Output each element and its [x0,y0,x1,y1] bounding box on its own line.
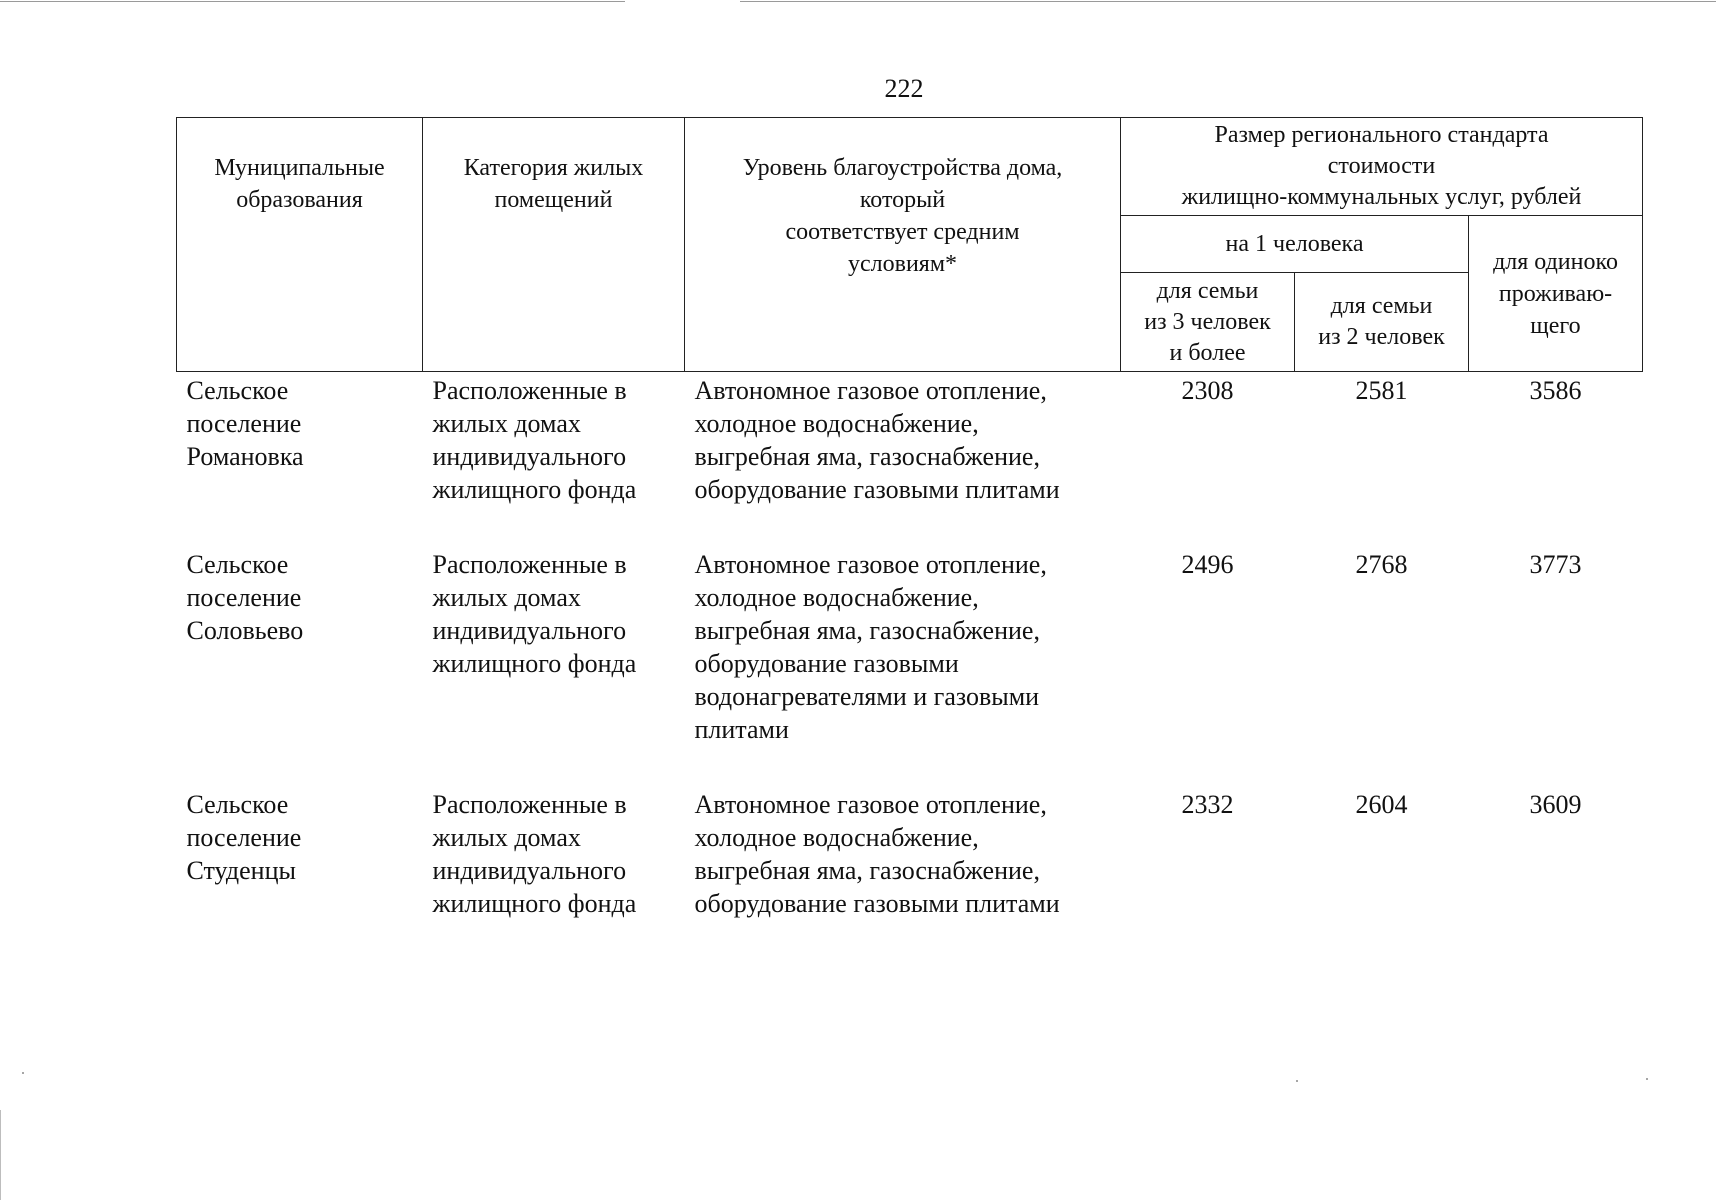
housing-standard-table [176,117,1643,960]
cell-family-2: 2604 [1355,790,1408,819]
header-single-resident: для одиноко проживаю- щего [1469,216,1643,372]
cell-single: 3773 [1529,550,1582,579]
cell-improvement: Автономное газовое отопление, холодное водоснабжение, выгребная яма, газоснабжение, оборудование газовыми плитами [694,790,1060,918]
header-family-2: для семьи из 2 человек [1295,273,1469,372]
table-row [177,786,1643,960]
table-row [177,546,1643,786]
cell-category: Расположенные в жилых домах индивидуального жилищного фонда [432,790,637,918]
header-regional-standard: Размер регионального стандарта стоимости жилищно-коммунальных услуг, рублей [1121,118,1643,216]
header-improvement-level: Уровень благоустройства дома, который соответствует средним условиям* [685,118,1121,372]
table-row [177,372,1643,547]
cell-municipality: Сельское поселение Романовка [186,376,304,471]
cell-family-3: 2332 [1181,790,1234,819]
cell-municipality: Сельское поселение Студенцы [186,790,302,885]
page-number: 222 [884,74,924,103]
scan-speck [1646,1078,1648,1080]
cell-family-3: 2308 [1181,376,1234,405]
header-municipality: Муниципальные образования [177,118,423,372]
cell-improvement: Автономное газовое отопление, холодное водоснабжение, выгребная яма, газоснабжение, оборудование газовыми водонагревателями и газовыми плитами [694,550,1047,744]
cell-municipality: Сельское поселение Соловьево [186,550,304,645]
header-family-3: для семьи из 3 человек и более [1121,273,1295,372]
scan-speck [22,1072,24,1074]
cell-category: Расположенные в жилых домах индивидуального жилищного фонда [432,550,637,678]
scan-edge-line [740,1,1716,2]
cell-category: Расположенные в жилых домах индивидуального жилищного фонда [432,376,637,504]
scan-edge-line [0,1,625,2]
header-category: Категория жилых помещений [423,118,685,372]
header-per-person: на 1 человека [1121,216,1469,273]
cell-single: 3609 [1529,790,1582,819]
cell-single: 3586 [1529,376,1582,405]
cell-family-2: 2581 [1355,376,1408,405]
cell-family-3: 2496 [1181,550,1234,579]
cell-improvement: Автономное газовое отопление, холодное водоснабжение, выгребная яма, газоснабжение, оборудование газовыми плитами [694,376,1060,504]
scan-speck [1296,1080,1298,1082]
scan-edge-line [0,1110,1,1200]
cell-family-2: 2768 [1355,550,1408,579]
